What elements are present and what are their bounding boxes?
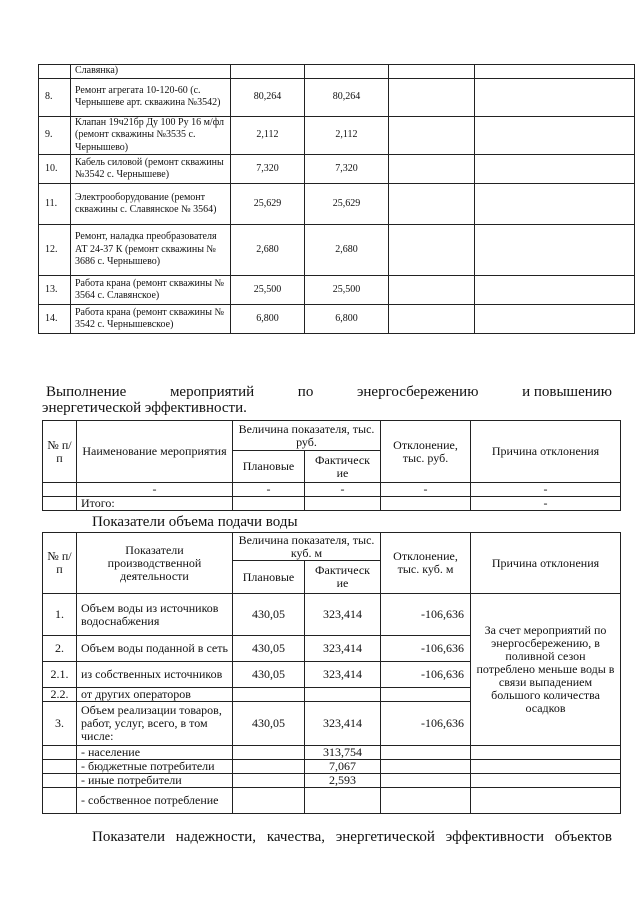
cell-plan: 7,320 bbox=[231, 155, 305, 184]
cell-reason bbox=[471, 746, 621, 760]
cell-fact: 6,800 bbox=[305, 305, 389, 334]
cell-empty bbox=[389, 116, 475, 155]
cell-name: Славянка) bbox=[71, 65, 231, 79]
cell-plan bbox=[233, 497, 305, 511]
table-row bbox=[43, 774, 621, 788]
cell-name: - bbox=[77, 483, 233, 497]
cell-plan: 430,05 bbox=[233, 662, 305, 688]
col-deviation-header: Отклонение, тыс. руб. bbox=[381, 421, 471, 483]
cell-reason bbox=[471, 788, 621, 814]
cell-plan: 430,05 bbox=[233, 702, 305, 746]
cell-empty bbox=[475, 184, 635, 225]
cell-deviation: -106,636 bbox=[381, 594, 471, 636]
water-supply-heading: Показатели объема подачи воды bbox=[92, 514, 298, 530]
heading-word: по bbox=[297, 384, 314, 400]
cell-empty bbox=[475, 155, 635, 184]
cell-reason bbox=[471, 774, 621, 788]
cell-reason bbox=[471, 760, 621, 774]
col-value-header: Величина показателя, тыс. руб. bbox=[233, 421, 381, 451]
cell-empty bbox=[389, 225, 475, 276]
col-fact-header: Фактическ ие bbox=[305, 451, 381, 483]
cell-fact bbox=[305, 788, 381, 814]
heading-word: Выполнение bbox=[46, 384, 127, 400]
cell-fact bbox=[305, 497, 381, 511]
cell-empty bbox=[389, 65, 475, 79]
cell-plan bbox=[233, 774, 305, 788]
cell-empty bbox=[475, 65, 635, 79]
table-row bbox=[39, 116, 635, 155]
cell-plan: 25,500 bbox=[231, 276, 305, 305]
cell-fact: 323,414 bbox=[305, 636, 381, 662]
col-deviation-header: Отклонение, тыс. куб. м bbox=[381, 533, 471, 594]
reason-cell: За счет мероприятий по энергосбережению, в поливной сезон потреблено меньше воды в связи выпадением большого количества осадков bbox=[471, 594, 621, 746]
cell-num: 2. bbox=[43, 636, 77, 662]
cell-deviation: - bbox=[381, 483, 471, 497]
cell-empty bbox=[389, 184, 475, 225]
table-row bbox=[43, 483, 621, 497]
energy-saving-heading bbox=[42, 384, 612, 416]
table-row bbox=[43, 746, 621, 760]
col-reason-header: Причина отклонения bbox=[471, 421, 621, 483]
cell-plan: 2,112 bbox=[231, 116, 305, 155]
cell-name: из собственных источников bbox=[77, 662, 233, 688]
col-value-header: Величина показателя, тыс. куб. м bbox=[233, 533, 381, 561]
col-fact-header: Фактическ ие bbox=[305, 561, 381, 594]
cell-num: 2.1. bbox=[43, 662, 77, 688]
cell-fact: 2,680 bbox=[305, 225, 389, 276]
table-row bbox=[43, 788, 621, 814]
cell-name: Кабель силовой (ремонт скважины №3542 с. Чернышеве) bbox=[71, 155, 231, 184]
cell-num bbox=[43, 497, 77, 511]
cell-fact: 2,593 bbox=[305, 774, 381, 788]
cell-fact: 7,320 bbox=[305, 155, 389, 184]
cell-name: - бюджетные потребители bbox=[77, 760, 233, 774]
table-row bbox=[39, 225, 635, 276]
cell-fact: 323,414 bbox=[305, 702, 381, 746]
table-row bbox=[39, 305, 635, 334]
cell-deviation bbox=[381, 688, 471, 702]
cell-plan: 430,05 bbox=[233, 594, 305, 636]
cell-name: от других операторов bbox=[77, 688, 233, 702]
cell-plan bbox=[233, 746, 305, 760]
col-name-header: Наименование мероприятия bbox=[77, 421, 233, 483]
cell-name: Работа крана (ремонт скважины № 3542 с. Чернышевское) bbox=[71, 305, 231, 334]
table-row bbox=[39, 184, 635, 225]
table-row bbox=[43, 594, 621, 636]
cell-num: 10. bbox=[39, 155, 71, 184]
cell-num: 2.2. bbox=[43, 688, 77, 702]
cell-fact: 7,067 bbox=[305, 760, 381, 774]
cell-plan: 430,05 bbox=[233, 636, 305, 662]
cell-fact: 2,112 bbox=[305, 116, 389, 155]
cell-deviation bbox=[381, 746, 471, 760]
cell-num bbox=[43, 788, 77, 814]
cell-num: 1. bbox=[43, 594, 77, 636]
table-row bbox=[39, 155, 635, 184]
cell-num: 8. bbox=[39, 78, 71, 116]
col-plan-header: Плановые bbox=[233, 561, 305, 594]
cell-deviation bbox=[381, 760, 471, 774]
cell-name: - население bbox=[77, 746, 233, 760]
cell-num: 11. bbox=[39, 184, 71, 225]
heading-line-2: энергетической эффективности. bbox=[42, 400, 247, 416]
cell-num: 9. bbox=[39, 116, 71, 155]
total-reason: - bbox=[471, 497, 621, 511]
cell-deviation: -106,636 bbox=[381, 662, 471, 688]
total-row bbox=[43, 497, 621, 511]
cell-plan: 25,629 bbox=[231, 184, 305, 225]
cell-reason: - bbox=[471, 483, 621, 497]
cell-fact: 323,414 bbox=[305, 594, 381, 636]
table-row bbox=[39, 78, 635, 116]
cell-plan: 6,800 bbox=[231, 305, 305, 334]
cell-num: 13. bbox=[39, 276, 71, 305]
cell-plan bbox=[233, 788, 305, 814]
cell-empty bbox=[475, 116, 635, 155]
col-reason-header: Причина отклонения bbox=[471, 533, 621, 594]
col-name-header: Показатели производственной деятельности bbox=[77, 533, 233, 594]
water-supply-table bbox=[42, 532, 621, 814]
cell-empty bbox=[389, 276, 475, 305]
cell-name: Работа крана (ремонт скважины № 3564 с. Славянское) bbox=[71, 276, 231, 305]
cell-num bbox=[43, 760, 77, 774]
cell-plan: 2,680 bbox=[231, 225, 305, 276]
cell-name: Клапан 19ч21бр Ду 100 Ру 16 м/фл (ремонт скважины №3535 с. Чернышево) bbox=[71, 116, 231, 155]
cell-fact: 323,414 bbox=[305, 662, 381, 688]
cell-name: - собственное потребление bbox=[77, 788, 233, 814]
col-num-header: № п/п bbox=[43, 421, 77, 483]
table-row bbox=[39, 276, 635, 305]
repairs-table-body bbox=[39, 65, 635, 334]
cell-plan bbox=[233, 760, 305, 774]
reliability-heading bbox=[92, 829, 612, 845]
cell-deviation bbox=[381, 774, 471, 788]
heading-word: и повышению bbox=[522, 384, 612, 400]
cell-fact: 25,500 bbox=[305, 276, 389, 305]
table-row bbox=[43, 760, 621, 774]
water-supply-table-body bbox=[43, 594, 621, 814]
cell-empty bbox=[389, 78, 475, 116]
cell-fact: 313,754 bbox=[305, 746, 381, 760]
cell-empty bbox=[389, 305, 475, 334]
cell-deviation bbox=[381, 788, 471, 814]
cell-fact bbox=[305, 688, 381, 702]
cell-fact: 25,629 bbox=[305, 184, 389, 225]
cell-plan: 80,264 bbox=[231, 78, 305, 116]
heading-word: энергосбережению bbox=[356, 384, 479, 400]
cell-empty bbox=[389, 155, 475, 184]
cell-name: Объем реализации товаров, работ, услуг, всего, в том числе: bbox=[77, 702, 233, 746]
cell-num: 3. bbox=[43, 702, 77, 746]
cell-num bbox=[43, 483, 77, 497]
cell-num bbox=[39, 65, 71, 79]
heading-word: мероприятий bbox=[169, 384, 255, 400]
cell-num: 12. bbox=[39, 225, 71, 276]
cell-num bbox=[43, 746, 77, 760]
table-row bbox=[39, 65, 635, 79]
cell-empty bbox=[475, 276, 635, 305]
cell-plan: - bbox=[233, 483, 305, 497]
energy-saving-table bbox=[42, 420, 621, 511]
cell-fact: - bbox=[305, 483, 381, 497]
cell-name: Объем воды поданной в сеть bbox=[77, 636, 233, 662]
cell-num bbox=[43, 774, 77, 788]
cell-empty bbox=[475, 225, 635, 276]
cell-name: Ремонт агрегата 10-120-60 (с. Чернышеве арт. скважина №3542) bbox=[71, 78, 231, 116]
cell-num: 14. bbox=[39, 305, 71, 334]
cell-deviation bbox=[381, 497, 471, 511]
cell-deviation: -106,636 bbox=[381, 636, 471, 662]
repairs-table bbox=[38, 64, 635, 334]
col-num-header: № п/п bbox=[43, 533, 77, 594]
total-label: Итого: bbox=[77, 497, 233, 511]
cell-name: Электрооборудование (ремонт скважины с. Славянское № 3564) bbox=[71, 184, 231, 225]
cell-name: - иные потребители bbox=[77, 774, 233, 788]
cell-empty bbox=[475, 305, 635, 334]
col-plan-header: Плановые bbox=[233, 451, 305, 483]
cell-name: Объем воды из источников водоснабжения bbox=[77, 594, 233, 636]
cell-deviation: -106,636 bbox=[381, 702, 471, 746]
cell-plan bbox=[233, 688, 305, 702]
cell-name: Ремонт, наладка преобразователя АТ 24-37 К (ремонт скважины № 3686 с. Чернышево) bbox=[71, 225, 231, 276]
cell-plan bbox=[231, 65, 305, 79]
cell-fact: 80,264 bbox=[305, 78, 389, 116]
reliability-heading-line: Показатели надежности, качества, энергетической эффективности объектов bbox=[92, 829, 612, 845]
cell-fact bbox=[305, 65, 389, 79]
cell-empty bbox=[475, 78, 635, 116]
